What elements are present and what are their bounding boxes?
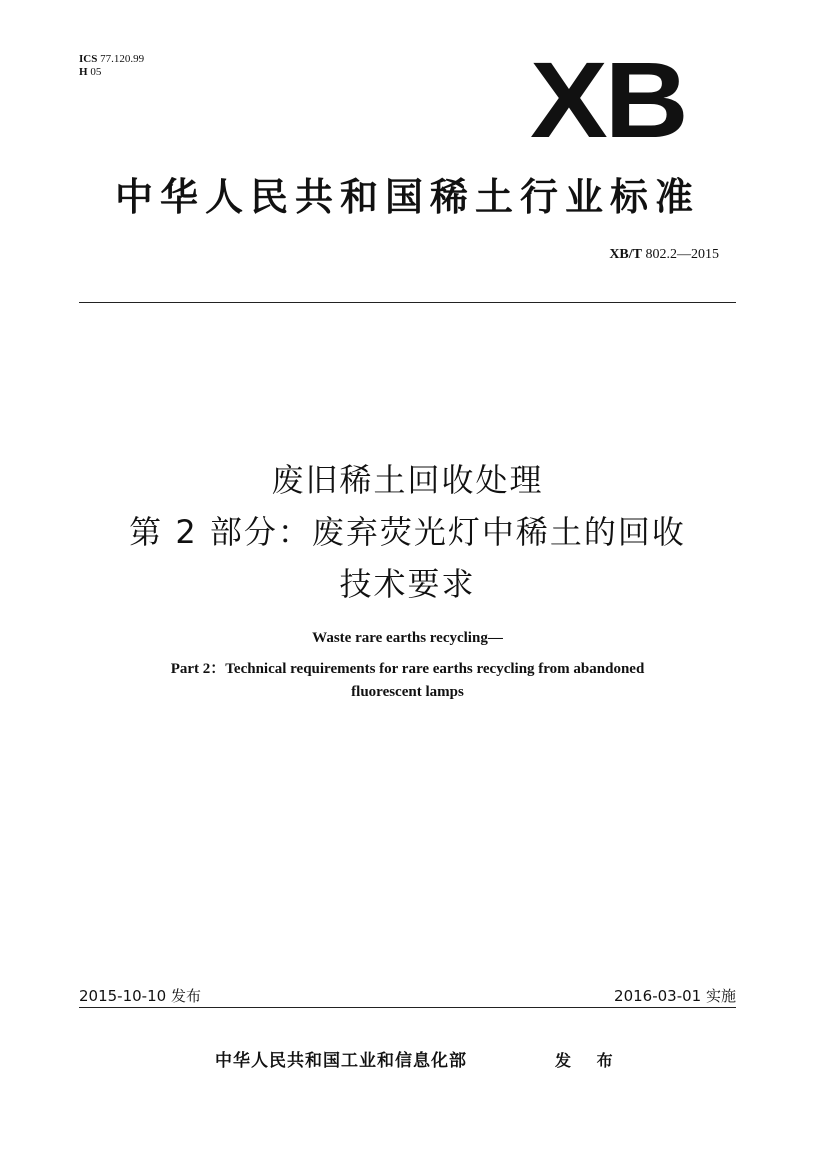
header-divider — [79, 302, 736, 303]
title-en-line-3: fluorescent lamps — [351, 684, 464, 700]
standard-category-title: 中华人民共和国稀土行业标准 — [114, 175, 700, 219]
implementation-date: 2016-03-01 实施 — [614, 987, 736, 1005]
issue-date: 2015-10-10 发布 — [79, 987, 201, 1005]
publish-label: 发 布 — [555, 1051, 623, 1070]
standard-code-number: 802.2—2015 — [645, 247, 719, 262]
standard-code-prefix: XB/T — [609, 247, 642, 262]
ccs-code: 05 — [90, 66, 102, 78]
ics-line — [79, 53, 144, 66]
ccs-label: H — [79, 66, 88, 78]
title-cn-line-3: 技术要求 — [339, 565, 476, 603]
title-cn-line-2: 第 2 部分：废弃荧光灯中稀土的回收 — [129, 513, 686, 551]
standard-code — [609, 247, 719, 263]
footer-divider — [79, 1007, 736, 1008]
ics-label: ICS — [79, 53, 98, 65]
ccs-line — [79, 66, 144, 79]
publisher-name: 中华人民共和国工业和信息化部 — [215, 1051, 467, 1071]
title-en-line-1: Waste rare earths recycling— — [312, 630, 503, 646]
xb-logo: XB — [530, 39, 686, 160]
classification-codes — [79, 53, 144, 79]
ics-code: 77.120.99 — [100, 53, 145, 65]
title-cn-line-1: 废旧稀土回收处理 — [271, 461, 544, 499]
title-en-line-2: Part 2：Technical requirements for rare earths recycling from abandoned — [170, 661, 645, 677]
